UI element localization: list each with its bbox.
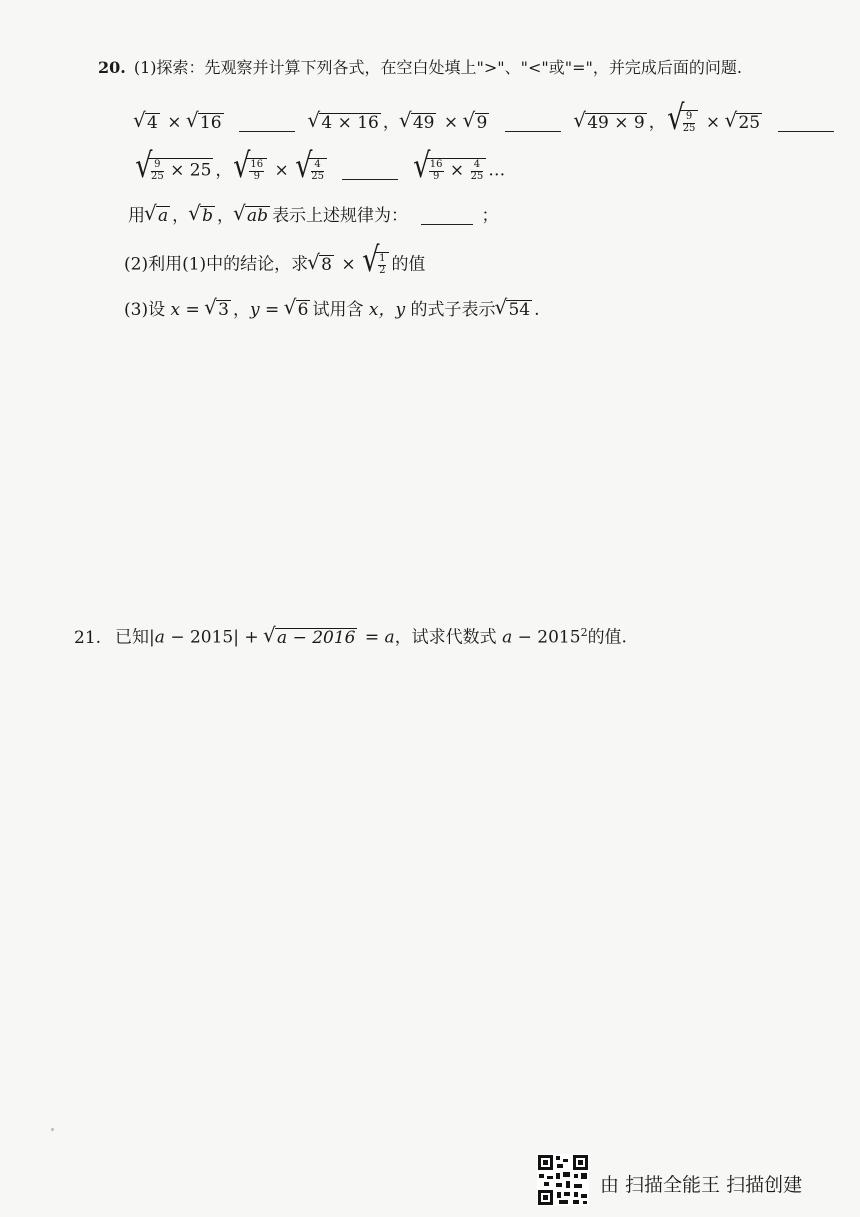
q20-header: [98, 60, 742, 76]
q21: 21. 已知|a − 2015| + √ a − 2016 = a，试求代数式 $a - 2015^2$的值.: [74, 627, 627, 647]
q20-row2: √ $\frac{9}{25}$ × 25 ， √ $\frac{16}{9}$ × √ $\frac{4}{25}$ √ $\frac{16}{9}$ × $\frac{4}{25}$ …: [134, 158, 505, 182]
radical: √ a: [145, 206, 170, 225]
answer-blank[interactable]: [778, 127, 834, 132]
radical: √ 25: [725, 113, 762, 132]
q20-sub3: (3)设 x = √ 3 ，y = √ 6 试用含 x，y 的式子表示√ 54 .: [124, 300, 540, 319]
q20-intro: (1)探索：先观察并计算下列各式，在空白处填上">"、"<"或"="，并完成后面的问题.: [133, 58, 742, 77]
q20-number: 20.: [98, 58, 126, 77]
q20-sub2: (2)利用(1)中的结论，求√ 8 × √ $\frac{1}{2}$ 的值: [124, 252, 425, 276]
radical: √ $\frac{9}{25}$: [666, 110, 699, 134]
exponent: 2: [580, 626, 588, 639]
radical: √ 54: [495, 300, 532, 319]
radical: √ $\frac{1}{2}$: [361, 252, 389, 276]
answer-blank[interactable]: [421, 220, 473, 225]
radical: √ $\frac{9}{25}$ × 25: [134, 158, 213, 182]
answer-blank[interactable]: [342, 175, 398, 180]
radical: √ b: [189, 206, 215, 225]
radical: √ 6: [285, 300, 311, 319]
radical: √ 49 × 9: [574, 113, 647, 132]
radical: √ 49: [400, 113, 437, 132]
qr-code-icon: [537, 1154, 589, 1206]
q20-row1: √ 4 × √ 16 √ 4 × 16 ，√ 49 × √ 9 √ 49 × 9 ， √ $\frac{9}{25}$ × √ 25: [134, 110, 842, 134]
radical: √ $\frac{16}{9}$: [232, 158, 267, 182]
q20-rule-line: 用√ a ，√ b ，√ ab 表示上述规律为： ；: [128, 206, 498, 225]
radical: √ ab: [234, 206, 270, 225]
scanner-watermark-text: 由 扫描全能王 扫描创建: [600, 1174, 803, 1196]
radical: √ 4 × 16: [308, 113, 381, 132]
radical: √ 8: [308, 255, 334, 274]
answer-blank[interactable]: [505, 127, 561, 132]
radical: √ $\frac{4}{25}$: [294, 158, 327, 182]
radical: √ $\frac{16}{9}$ × $\frac{4}{25}$: [412, 158, 487, 182]
answer-blank[interactable]: [239, 127, 295, 132]
radical: √ 16: [187, 113, 224, 132]
q21-number: 21.: [74, 627, 102, 648]
radical: √ a − 2016: [264, 628, 357, 647]
radical: √ 3: [205, 300, 231, 319]
ellipsis: …: [488, 160, 506, 181]
radical: √ 9: [464, 113, 490, 132]
scan-speck: [51, 1128, 54, 1131]
radical: √ 4: [134, 113, 160, 132]
